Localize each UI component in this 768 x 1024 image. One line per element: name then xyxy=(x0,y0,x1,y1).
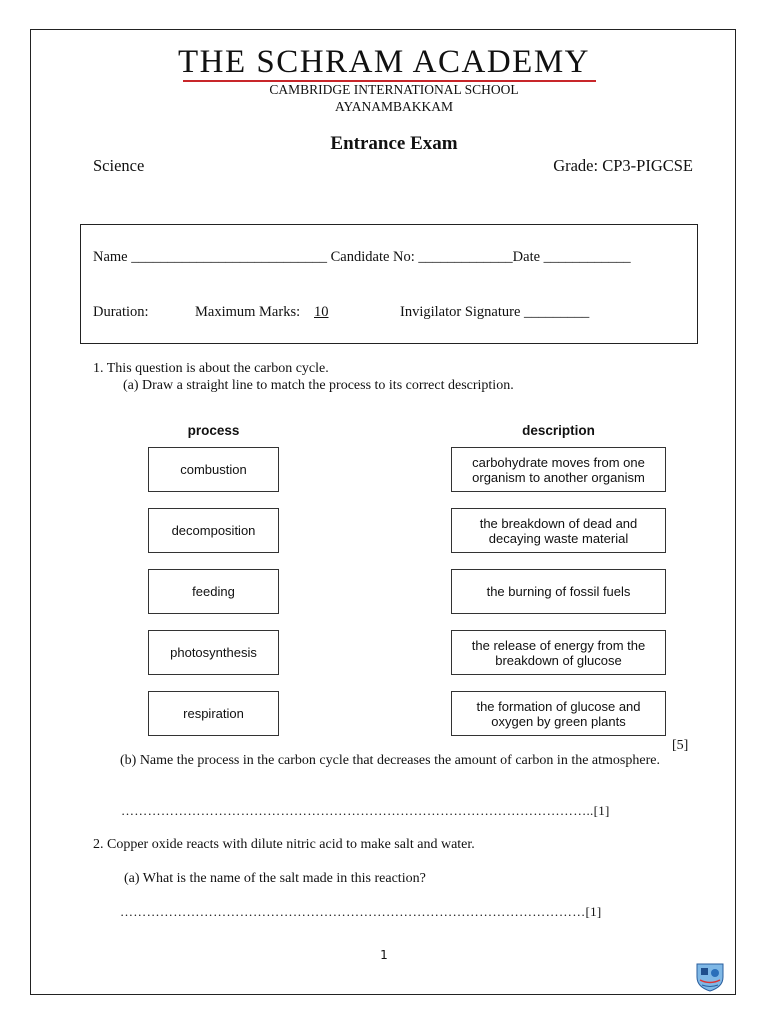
question-2-stem: 2. Copper oxide reacts with dilute nitric acid to make salt and water. xyxy=(93,837,475,852)
process-box[interactable]: photosynthesis xyxy=(148,630,279,675)
max-marks-value: 10 xyxy=(314,304,329,320)
process-box[interactable]: decomposition xyxy=(148,508,279,553)
school-crest-logo xyxy=(693,961,727,993)
description-box[interactable]: the release of energy from the breakdown of glucose xyxy=(451,630,666,675)
duration-label: Duration: xyxy=(93,304,149,320)
question-1a-text: (a) Draw a straight line to match the process to its correct description. xyxy=(123,378,514,393)
question-1b-answer-line[interactable]: ……………………………………………………………………………………………..[1] xyxy=(121,803,610,818)
description-box[interactable]: the breakdown of dead and decaying waste material xyxy=(451,508,666,553)
process-column-header: process xyxy=(187,423,240,438)
description-box[interactable]: the burning of fossil fuels xyxy=(451,569,666,614)
question-1-stem: 1. This question is about the carbon cycle. xyxy=(93,361,329,376)
process-box[interactable]: combustion xyxy=(148,447,279,492)
description-box[interactable]: carbohydrate moves from one organism to another organism xyxy=(451,447,666,492)
candidate-info-box xyxy=(80,224,698,344)
question-2a-text: (a) What is the name of the salt made in this reaction? xyxy=(124,871,426,886)
question-1a-marks: [5] xyxy=(672,738,689,753)
exam-title: Entrance Exam xyxy=(330,133,458,154)
grade-label: Grade: CP3-PIGCSE xyxy=(553,156,693,175)
description-box[interactable]: the formation of glucose and oxygen by green plants xyxy=(451,691,666,736)
max-marks-label: Maximum Marks: xyxy=(195,304,301,320)
invigilator-signature-line[interactable]: Invigilator Signature _________ xyxy=(400,304,590,320)
school-name: THE SCHRAM ACADEMY xyxy=(177,44,591,80)
school-subtitle: CAMBRIDGE INTERNATIONAL SCHOOL xyxy=(269,82,519,97)
description-column-header: description xyxy=(522,423,595,438)
subject-label: Science xyxy=(93,156,145,175)
question-2a-answer-line[interactable]: ……………………………………………………………………………………………[1] xyxy=(120,904,602,919)
process-box[interactable]: feeding xyxy=(148,569,279,614)
question-1b-text: (b) Name the process in the carbon cycle that decreases the amount of carbon in the atmosphere. xyxy=(120,753,660,768)
page-number: 1 xyxy=(380,948,388,962)
school-location: AYANAMBAKKAM xyxy=(334,99,454,114)
name-candidate-date-line[interactable]: Name ___________________________ Candidate No: _____________Date ____________ xyxy=(93,249,631,265)
process-box[interactable]: respiration xyxy=(148,691,279,736)
